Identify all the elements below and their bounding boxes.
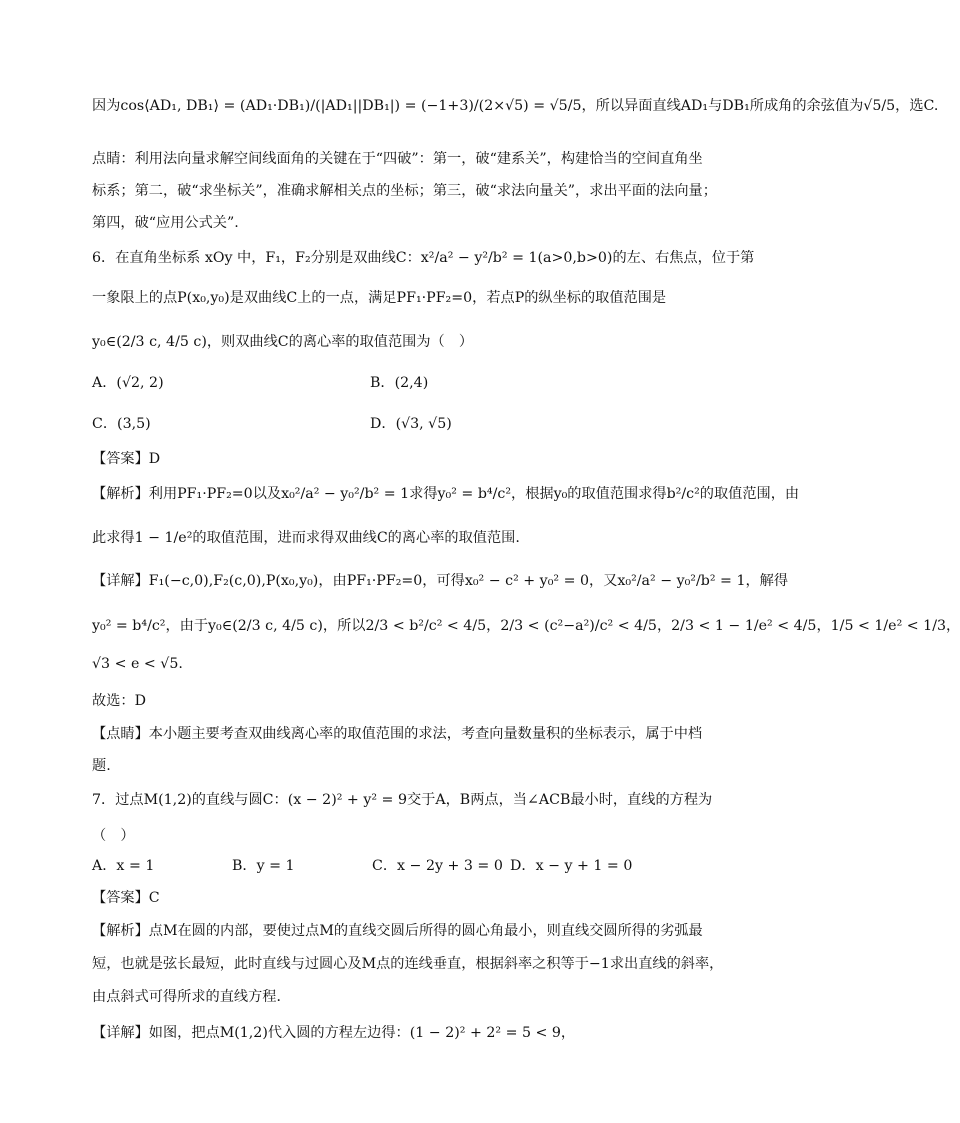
text-line-l17: 【点睛】本小题主要考查双曲线离心率的取值范围的求法，考查向量数量积的坐标表示，属于中档 <box>92 726 703 742</box>
text-line-l11: 【解析】利用PF₁·PF₂=0以及x₀²/a² − y₀²/b² = 1求得y₀² = b⁴/c²，根据y₀的取值范围求得b²/c²的取值范围，由 <box>92 486 800 502</box>
text-line-l9a: C．(3,5) <box>92 416 151 432</box>
text-line-l23: 【解析】点M在圆的内部，要使过点M的直线交圆后所得的圆心角最小，则直线交圆所得的劣弧最 <box>92 923 703 939</box>
text-line-l5: 6．在直角坐标系 xOy 中，F₁，F₂分别是双曲线C：x²/a² − y²/b² = 1(a>0,b>0)的左、右焦点，位于第 <box>92 250 755 266</box>
text-line-l10: 【答案】D <box>92 451 161 467</box>
text-line-l7: y₀∈(2/3 c, 4/5 c)，则双曲线C的离心率的取值范围为（ ） <box>92 334 474 350</box>
text-line-l19: 7．过点M(1,2)的直线与圆C：(x − 2)² + y² = 9交于A，B两点，当∠ACB最小时，直线的方程为 <box>92 792 713 808</box>
q7-option-b: B．y = 1 <box>232 858 295 874</box>
q6-option-b: B．(2,4) <box>370 375 429 391</box>
text-line-l16: 故选：D <box>92 693 146 709</box>
text-line-l15: √3 < e < √5. <box>92 656 183 672</box>
text-line-l1: 因为cos⟨AD₁, DB₁⟩ = (AD₁·DB₁)/(|AD₁||DB₁|) = (−1+3)/(2×√5) = √5/5，所以异面直线AD₁与DB₁所成角的余弦值为√5/5，选C. <box>92 98 939 114</box>
text-line-l12: 此求得1 − 1/e²的取值范围，进而求得双曲线C的离心率的取值范围. <box>92 530 520 546</box>
text-line-l14: y₀² = b⁴/c²，由于y₀∈(2/3 c, 4/5 c)，所以2/3 < b²/c² < 4/5，2/3 < (c²−a²)/c² < 4/5，2/3 < 1 − 1/e² < 4/5，1/5 < 1/e² < 1/3， <box>92 618 960 634</box>
text-line-l20: （ ） <box>92 828 135 844</box>
text-line-l3: 标系；第二，破“求坐标关”，准确求解相关点的坐标；第三，破“求法向量关”，求出平面的法向量； <box>92 183 717 199</box>
q6-option-d: D．(√3, √5) <box>370 416 452 432</box>
q7-option-c: C．x − 2y + 3 = 0 <box>372 858 503 874</box>
q7-option-a: A．x = 1 <box>92 858 155 874</box>
text-line-l24: 短，也就是弦长最短，此时直线与过圆心及M点的连线垂直，根据斜率之积等于−1求出直线的斜率， <box>92 956 724 972</box>
text-line-l13: 【详解】F₁(−c,0),F₂(c,0),P(x₀,y₀)，由PF₁·PF₂=0，可得x₀² − c² + y₀² = 0，又x₀²/a² − y₀²/b² = 1，解得 <box>92 573 789 589</box>
text-line-l6: 一象限上的点P(x₀,y₀)是双曲线C上的一点，满足PF₁·PF₂=0，若点P的纵坐标的取值范围是 <box>92 290 667 306</box>
text-line-l25: 由点斜式可得所求的直线方程． <box>92 989 291 1005</box>
text-line-l18: 题. <box>92 758 111 774</box>
text-line-l2: 点睛：利用法向量求解空间线面角的关键在于“四破”：第一，破“建系关”，构建恰当的空间直角坐 <box>92 151 703 167</box>
text-line-l26: 【详解】如图，把点M(1,2)代入圆的方程左边得：(1 − 2)² + 2² = 5 < 9， <box>92 1025 576 1041</box>
text-line-l8a: A．(√2, 2) <box>92 375 164 391</box>
q7-option-d: D．x − y + 1 = 0 <box>510 858 633 874</box>
text-line-l22: 【答案】C <box>92 890 160 906</box>
text-line-l4: 第四，破“应用公式关”. <box>92 215 239 231</box>
